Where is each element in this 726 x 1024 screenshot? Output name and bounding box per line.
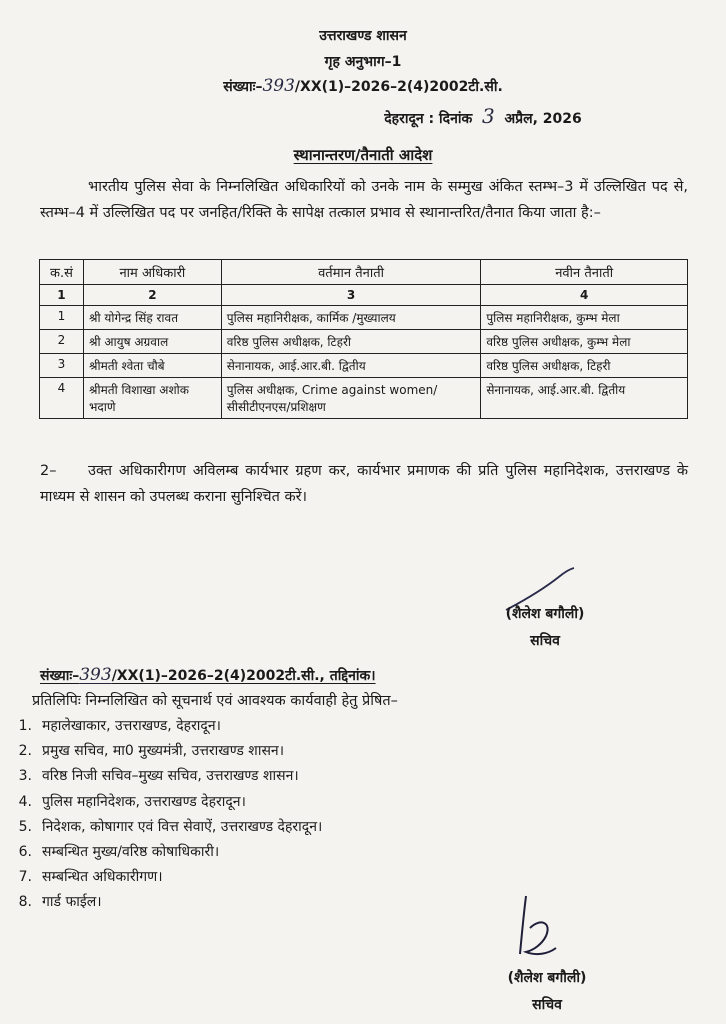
government-heading: उत्तराखण्ड शासन <box>319 28 407 44</box>
list-item-text: निदेशक, कोषागार एवं वित्त सेवाऐं, उत्तराखण्ड देहरादून। <box>42 818 323 835</box>
row-current-posting: वरिष्ठ पुलिस अधीक्षक, टिहरी <box>221 330 481 354</box>
date-handwritten: 3 <box>481 104 495 128</box>
list-item-text: सम्बन्धित अधिकारीगण। <box>42 869 163 886</box>
row-new-posting: सेनानायक, आई.आर.बी. द्वितीय <box>481 378 688 419</box>
date-suffix: अप्रैल, 2026 <box>504 111 582 127</box>
row-sno: 1 <box>40 306 84 330</box>
signer-1-designation: सचिव <box>530 633 560 649</box>
table-row <box>40 306 688 330</box>
list-item <box>6 792 322 817</box>
list-item <box>6 766 322 791</box>
list-item-text: सम्बन्धित मुख्य/वरिष्ठ कोषाधिकारी। <box>42 843 220 860</box>
place-date-label: देहरादून : दिनांक <box>384 111 473 127</box>
order-number-line <box>0 76 726 96</box>
list-item-text: गार्ड फाईल। <box>42 894 102 911</box>
list-item <box>6 842 322 867</box>
order-title: स्थानान्तरण/तैनाती आदेश <box>293 146 433 164</box>
row-sno: 4 <box>40 378 84 419</box>
signature-1-block <box>470 604 620 650</box>
signature-2-scrawl <box>512 892 572 970</box>
colnum-2: 2 <box>83 285 221 306</box>
signature-2-block <box>472 968 622 1014</box>
list-item-text: पुलिस महानिदेशक, उत्तराखण्ड देहरादून। <box>42 793 246 810</box>
copy-intro: प्रतिलिपिः निम्नलिखित को सूचनार्थ एवं आवश्यक कार्यवाही हेतु प्रेषित– <box>32 693 398 709</box>
list-item-number: 7. <box>18 869 32 886</box>
row-current-posting: पुलिस अधीक्षक, Crime against women/सीसीटीएनएस/प्रशिक्षण <box>221 378 481 419</box>
header-current-posting: वर्तमान तैनाती <box>221 260 481 285</box>
header-new-posting: नवीन तैनाती <box>481 260 688 285</box>
column-number-row <box>40 285 688 306</box>
copy-recipient-list <box>6 716 322 918</box>
row-new-posting: पुलिस महानिरीक्षक, कुम्भ मेला <box>481 306 688 330</box>
list-item-number: 1. <box>18 718 32 734</box>
signer-1-name: (शैलेश बगौली) <box>505 606 585 622</box>
signer-2-name: (शैलेश बगौली) <box>507 970 587 986</box>
list-item <box>6 716 322 741</box>
paragraph-2-number: 2– <box>40 463 57 479</box>
list-item-number: 5. <box>18 818 32 835</box>
intro-paragraph <box>40 174 688 226</box>
table-row <box>40 354 688 378</box>
copy-number-label: संख्याः– <box>40 668 80 684</box>
header-name: नाम अधिकारी <box>83 260 221 285</box>
paragraph-2-text <box>40 458 688 510</box>
signer-2-designation: सचिव <box>532 997 562 1013</box>
list-item-text: वरिष्ठ निजी सचिव–मुख्य सचिव, उत्तराखण्ड शासन। <box>42 768 299 785</box>
list-item-number: 8. <box>18 894 32 911</box>
row-officer-name: श्रीमती श्वेता चौबे <box>83 354 221 378</box>
list-item <box>6 741 322 766</box>
table-row <box>40 378 688 419</box>
list-item-number: 2. <box>18 743 32 760</box>
row-sno: 3 <box>40 354 84 378</box>
row-new-posting: वरिष्ठ पुलिस अधीक्षक, कुम्भ मेला <box>481 330 688 354</box>
table-header-row <box>40 260 688 285</box>
list-item <box>6 867 322 892</box>
row-officer-name: श्री योगेन्द्र सिंह रावत <box>83 306 221 330</box>
row-officer-name: श्री आयुष अग्रवाल <box>83 330 221 354</box>
row-new-posting: वरिष्ठ पुलिस अधीक्षक, टिहरी <box>481 354 688 378</box>
copy-number-line <box>40 665 376 685</box>
list-item-number: 3. <box>18 768 32 785</box>
row-officer-name: श्रीमती विशाखा अशोक भदाणे <box>83 378 221 419</box>
row-current-posting: पुलिस महानिरीक्षक, कार्मिक /मुख्यालय <box>221 306 481 330</box>
row-current-posting: सेनानायक, आई.आर.बी. द्वितीय <box>221 354 481 378</box>
list-item-text: महालेखाकार, उत्तराखण्ड, देहरादून। <box>42 718 221 734</box>
paragraph-2 <box>40 458 688 510</box>
intro-text: भारतीय पुलिस सेवा के निम्नलिखित अधिकारियों को उनके नाम के सम्मुख अंकित स्तम्भ–3 में उल्लिखित पद से, स्तम्भ–4 में उल्लिखित पद पर जनहित/रिक्ति के सापेक्ष तत्काल प्रभाव से स्थानान्तरित/तैनात किया जाता है:– <box>40 179 688 221</box>
order-number-suffix: /XX(1)–2026–2(4)2002टी.सी. <box>294 79 503 95</box>
colnum-1: 1 <box>40 285 84 306</box>
header-sno: क.सं <box>40 260 84 285</box>
paragraph-2-body: उक्त अधिकारीगण अविलम्ब कार्यभार ग्रहण कर, कार्यभार प्रमाणक की प्रति पुलिस महानिदेशक, उत्तराखण्ड के माध्यम से शासन को उपलब्ध कराना सुनिश्चित करें। <box>40 463 688 505</box>
order-number-label: संख्याः– <box>223 79 263 95</box>
table-row <box>40 330 688 354</box>
place-date-line <box>120 104 726 128</box>
order-number-handwritten: 393 <box>262 76 295 96</box>
colnum-3: 3 <box>221 285 481 306</box>
list-item-number: 4. <box>18 793 32 810</box>
list-item-number: 6. <box>18 843 32 860</box>
colnum-4: 4 <box>481 285 688 306</box>
list-item <box>6 892 322 917</box>
transfer-table <box>39 259 688 419</box>
department-heading: गृह अनुभाग–1 <box>324 54 402 70</box>
list-item-text: प्रमुख सचिव, मा0 मुख्यमंत्री, उत्तराखण्ड शासन। <box>42 743 284 760</box>
list-item <box>6 817 322 842</box>
row-sno: 2 <box>40 330 84 354</box>
copy-number-handwritten: 393 <box>79 665 112 685</box>
copy-number-suffix: /XX(1)–2026–2(4)2002टी.सी., तद्दिनांक। <box>111 668 376 684</box>
